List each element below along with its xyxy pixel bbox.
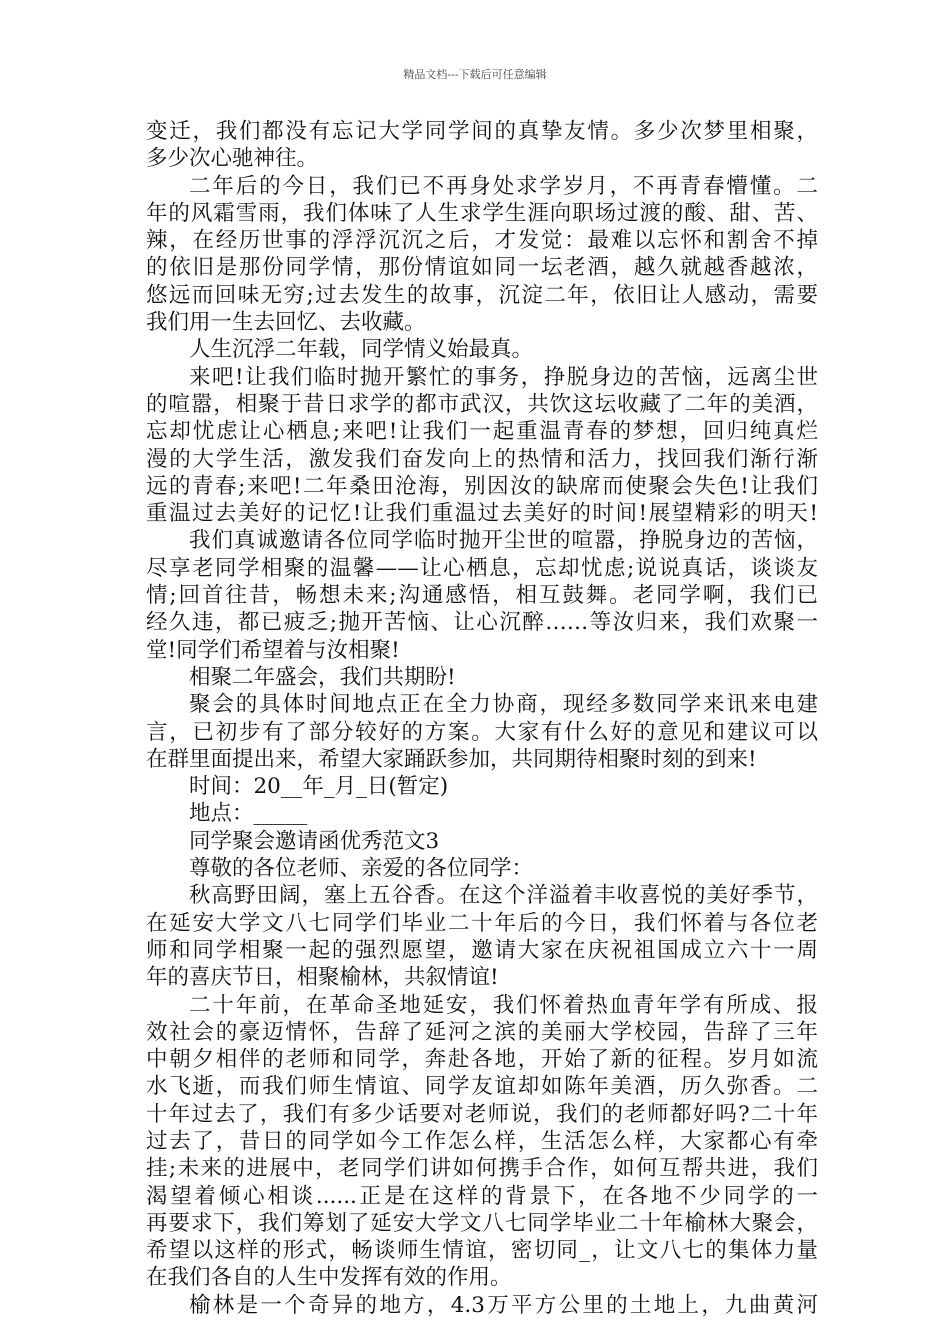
text-line: 同学聚会邀请函优秀范文3 bbox=[189, 828, 440, 854]
text-line: 辣，在经历世事的浮浮沉沉之后，才发觉：最难以忘怀和割舍不掉 bbox=[146, 228, 818, 254]
text-line: 在延安大学文八七同学们毕业二十年后的今日，我们怀着与各位老 bbox=[146, 910, 818, 936]
text-line: 希望以这样的形式，畅谈师生情谊，密切同_，让文八七的集体力量 bbox=[146, 1238, 818, 1264]
text-line: 效社会的豪迈情怀，告辞了延河之滨的美丽大学校园，告辞了三年 bbox=[146, 1019, 818, 1045]
text-line: 在群里面提出来，希望大家踊跃参加，共同期待相聚时刻的到来! bbox=[146, 746, 757, 772]
text-line: 我们真诚邀请各位同学临时抛开尘世的喧嚣，挣脱身边的苦恼， bbox=[189, 528, 818, 554]
text-line: 变迁，我们都没有忘记大学同学间的真挚友情。多少次梦里相聚， bbox=[146, 119, 818, 144]
text-line: 来吧!让我们临时抛开繁忙的事务，挣脱身边的苦恼，远离尘世 bbox=[189, 364, 818, 390]
text-line: 的喧嚣，相聚于昔日求学的都市武汉，共饮这坛收藏了二年的美酒， bbox=[146, 391, 818, 417]
text-line: 榆林是一个奇异的地方，4.3万平方公里的土地上，九曲黄河 bbox=[189, 1292, 818, 1318]
text-line: 在我们各自的人生中发挥有效的作用。 bbox=[146, 1265, 512, 1291]
text-line: 十年过去了，我们有多少话要对老师说，我们的老师都好吗?二十年 bbox=[146, 1101, 818, 1127]
document-body bbox=[146, 118, 818, 1319]
text-line: 过去了，昔日的同学如今工作怎么样，生活怎么样，大家都心有牵 bbox=[146, 1128, 818, 1154]
text-line: 重温过去美好的记忆!让我们重温过去美好的时间!展望精彩的明天! bbox=[146, 501, 818, 527]
text-line: 水飞逝，而我们师生情谊、同学友谊却如陈年美酒，历久弥香。二 bbox=[146, 1074, 818, 1100]
text-line: 聚会的具体时间地点正在全力协商，现经多数同学来讯来电建 bbox=[189, 692, 818, 718]
text-line: 尽享老同学相聚的温馨——让心栖息，忘却忧虑;说说真话，谈谈友 bbox=[146, 555, 818, 581]
text-line: 地点：_____ bbox=[189, 801, 308, 827]
text-line: 情;回首往昔，畅想未来;沟通感悟，相互鼓舞。老同学啊，我们已 bbox=[146, 583, 818, 609]
text-line: 再要求下，我们筹划了延安大学文八七同学毕业二十年榆林大聚会， bbox=[146, 1210, 818, 1236]
text-line: 的依旧是那份同学情，那份情谊如同一坛老酒，越久就越香越浓， bbox=[146, 255, 818, 281]
text-line: 挂;未来的进展中，老同学们讲如何携手合作，如何互帮共进，我们 bbox=[146, 1156, 818, 1182]
text-line: 中朝夕相伴的老师和同学，奔赴各地，开始了新的征程。岁月如流 bbox=[146, 1047, 818, 1073]
text-line: 言，已初步有了部分较好的方案。大家有什么好的意见和建议可以 bbox=[146, 719, 818, 745]
text-line: 尊敬的各位老师、亲爱的各位同学： bbox=[189, 856, 534, 882]
text-line: 忘却忧虑让心栖息;来吧!让我们一起重温青春的梦想，回归纯真烂 bbox=[146, 419, 818, 445]
text-line: 悠远而回味无穷;过去发生的故事，沉淀二年，依旧让人感动，需要 bbox=[146, 282, 818, 308]
text-line: 漫的大学生活，激发我们奋发向上的热情和活力，找回我们渐行渐 bbox=[146, 446, 818, 472]
text-line: 师和同学相聚一起的强烈愿望，邀请大家在庆祝祖国成立六十一周 bbox=[146, 937, 818, 963]
text-line: 我们用一生去回忆、去收藏。 bbox=[146, 310, 426, 336]
text-line: 秋高野田阔，塞上五谷香。在这个洋溢着丰收喜悦的美好季节， bbox=[189, 883, 818, 909]
text-line: 渴望着倾心相谈......正是在这样的背景下，在各地不少同学的一 bbox=[146, 1183, 818, 1209]
text-line: 二十年前，在革命圣地延安，我们怀着热血青年学有所成、报 bbox=[189, 992, 818, 1018]
text-line: 二年后的今日，我们已不再身处求学岁月，不再青春懵懂。二 bbox=[189, 173, 818, 199]
text-line: 堂!同学们希望着与汝相聚! bbox=[146, 637, 400, 663]
text-line: 多少次心驰神往。 bbox=[146, 146, 319, 172]
text-line: 年的喜庆节日，相聚榆林，共叙情谊! bbox=[146, 965, 499, 991]
page-header: 精品文档---下载后可任意编辑 bbox=[403, 68, 547, 81]
text-line: 经久违，都已疲乏;抛开苦恼、让心沉醉……等汝归来，我们欢聚一 bbox=[146, 610, 818, 636]
text-line: 远的青春;来吧!二年桑田沧海，别因汝的缺席而使聚会失色!让我们 bbox=[146, 473, 818, 499]
text-line: 人生沉浮二年载，同学情义始最真。 bbox=[189, 337, 534, 363]
text-line: 相聚二年盛会，我们共期盼! bbox=[189, 664, 456, 690]
text-line: 年的风霜雪雨，我们体味了人生求学生涯向职场过渡的酸、甜、苦、 bbox=[146, 200, 818, 226]
text-line: 时间：20__年_月_日(暂定) bbox=[189, 774, 449, 800]
